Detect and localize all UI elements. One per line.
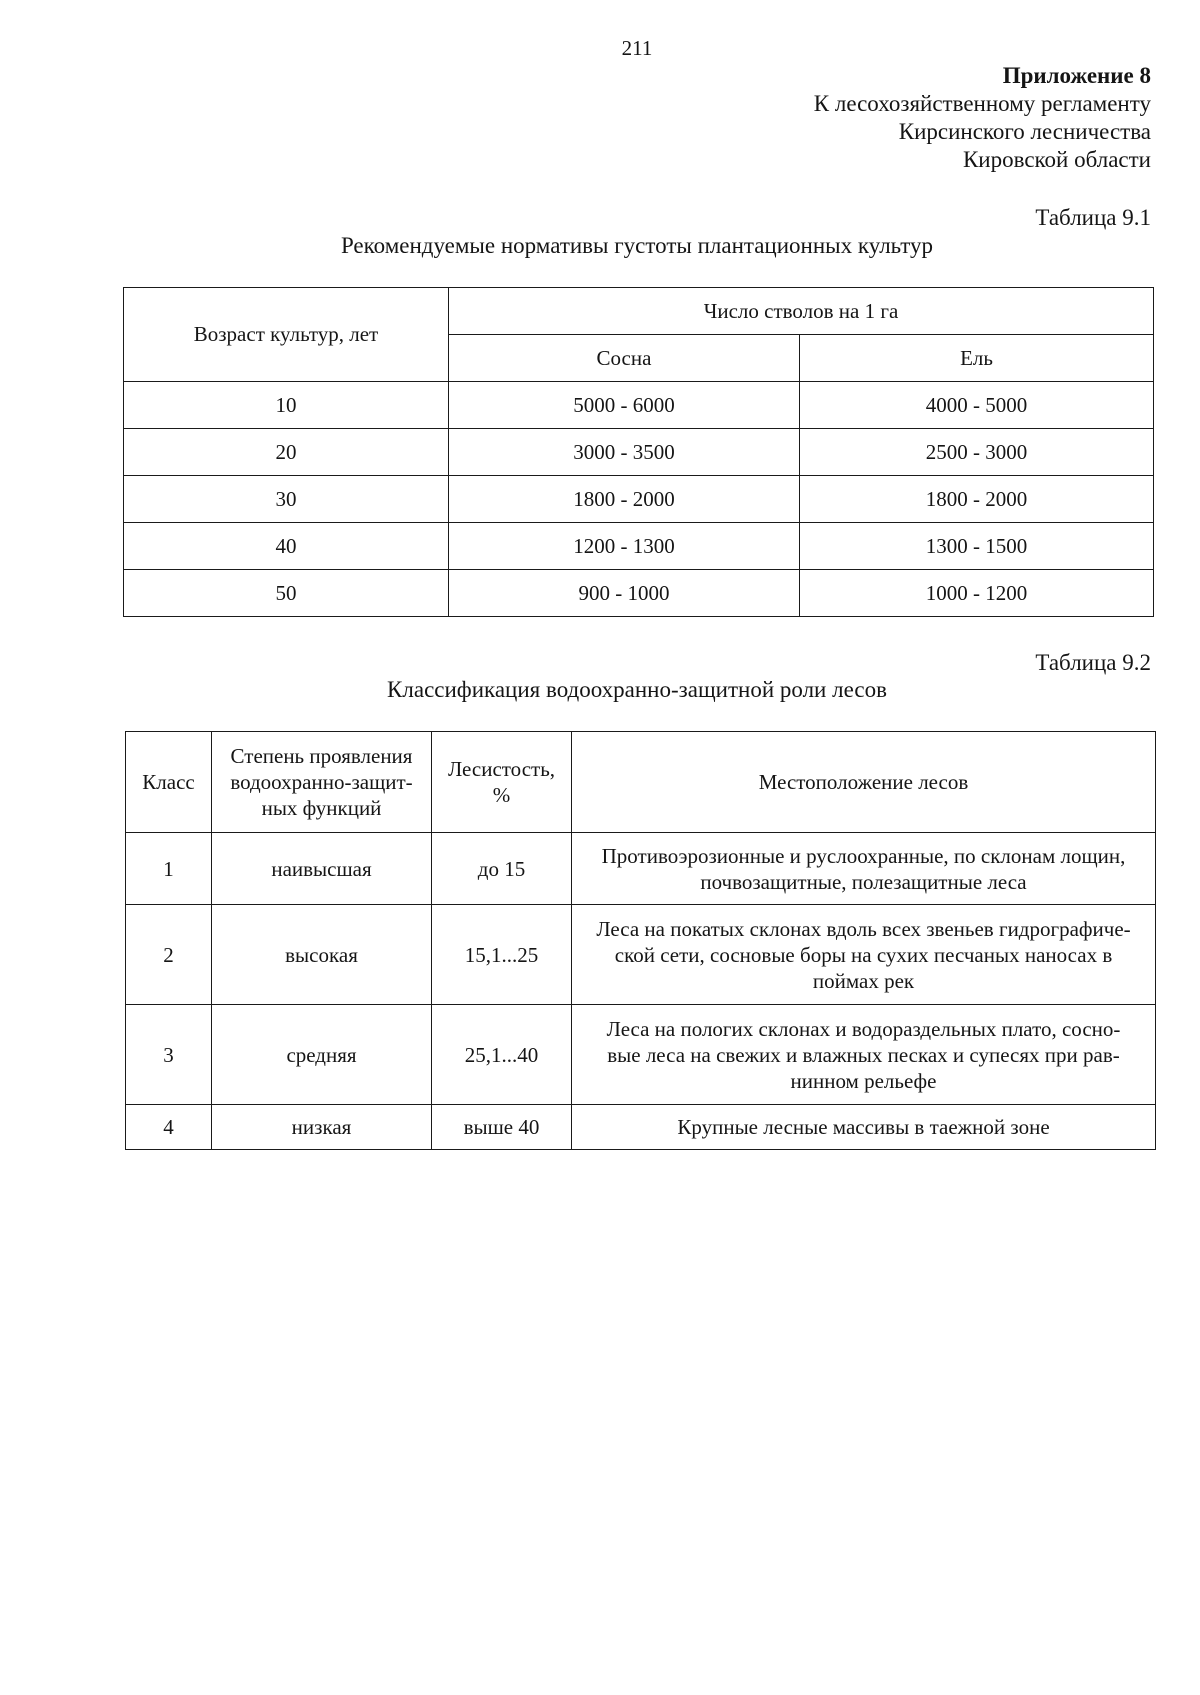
cell-location <box>572 833 1156 905</box>
cell-spruce: 1000 - 1200 <box>800 570 1154 617</box>
location-line: Противоэрозионные и руслоохранные, по склонам лощин, <box>601 843 1126 868</box>
appendix-title: Приложение 8 <box>1002 63 1151 88</box>
cell-class: 3 <box>126 1005 212 1105</box>
cell-age: 30 <box>124 476 449 523</box>
location-line: почвозащитные, полезащитные леса <box>700 869 1027 894</box>
cell-forest-cover: 15,1...25 <box>432 905 572 1005</box>
cell-age: 20 <box>124 429 449 476</box>
cell-spruce: 2500 - 3000 <box>800 429 1154 476</box>
header-degree-line: ных функций <box>261 796 382 820</box>
density-table <box>123 287 1154 617</box>
cell-location <box>572 1105 1156 1150</box>
location-line: Леса на пологих склонах и водораздельных плато, сосно- <box>606 1016 1121 1041</box>
table-row <box>124 382 1154 429</box>
header-forest-cover-line: Лесистость, <box>447 757 556 781</box>
cell-age: 50 <box>124 570 449 617</box>
header-degree <box>212 732 432 833</box>
cell-spruce: 1300 - 1500 <box>800 523 1154 570</box>
cell-location <box>572 905 1156 1005</box>
location-line: нинном рельефе <box>790 1068 937 1093</box>
cell-class: 1 <box>126 833 212 905</box>
cell-degree: средняя <box>212 1005 432 1105</box>
cell-age: 40 <box>124 523 449 570</box>
cell-pine: 5000 - 6000 <box>449 382 800 429</box>
cell-pine: 1800 - 2000 <box>449 476 800 523</box>
table1-caption: Рекомендуемые нормативы густоты плантационных культур <box>340 233 934 258</box>
header-age: Возраст культур, лет <box>124 288 449 382</box>
table-row <box>126 905 1156 1005</box>
header-class: Класс <box>126 732 212 833</box>
table-header-row <box>124 288 1154 335</box>
cell-degree: высокая <box>212 905 432 1005</box>
cell-spruce: 4000 - 5000 <box>800 382 1154 429</box>
page-number: 211 <box>621 36 653 60</box>
water-protection-table <box>125 731 1156 1150</box>
cell-degree: наивысшая <box>212 833 432 905</box>
cell-class: 2 <box>126 905 212 1005</box>
table-header-row <box>126 732 1156 833</box>
table-row <box>124 476 1154 523</box>
appendix-line: К лесохозяйственному регламенту <box>813 91 1151 116</box>
table-row <box>126 1005 1156 1105</box>
table-row <box>124 429 1154 476</box>
appendix-line: Кирсинского лесничества <box>898 119 1151 144</box>
header-degree-line: водоохранно-защит- <box>230 770 413 794</box>
cell-forest-cover: до 15 <box>432 833 572 905</box>
cell-class: 4 <box>126 1105 212 1150</box>
location-line: ской сети, сосновые боры на сухих песчаных наносах в <box>614 942 1113 967</box>
header-spruce: Ель <box>800 335 1154 382</box>
location-line: вые леса на свежих и влажных песках и супесях при рав- <box>607 1042 1120 1067</box>
appendix-line: Кировской области <box>962 147 1151 172</box>
cell-spruce: 1800 - 2000 <box>800 476 1154 523</box>
cell-pine: 1200 - 1300 <box>449 523 800 570</box>
table-row <box>124 523 1154 570</box>
header-forest-cover <box>432 732 572 833</box>
cell-pine: 3000 - 3500 <box>449 429 800 476</box>
location-line: Леса на покатых склонах вдоль всех звеньев гидрографиче- <box>596 916 1131 941</box>
table2-caption: Классификация водоохранно-защитной роли лесов <box>387 677 887 702</box>
cell-pine: 900 - 1000 <box>449 570 800 617</box>
header-trunks-per-ha: Число стволов на 1 га <box>449 288 1154 335</box>
table-row <box>124 570 1154 617</box>
table-row <box>126 833 1156 905</box>
table-row <box>126 1105 1156 1150</box>
header-location: Местоположение лесов <box>572 732 1156 833</box>
header-forest-cover-line: % <box>492 783 511 807</box>
table1-label: Таблица 9.1 <box>1035 205 1151 230</box>
header-degree-line: Степень проявления <box>230 744 413 768</box>
cell-forest-cover: 25,1...40 <box>432 1005 572 1105</box>
location-line: поймах рек <box>812 968 915 993</box>
header-pine: Сосна <box>449 335 800 382</box>
location-line: Крупные лесные массивы в таежной зоне <box>677 1115 1050 1139</box>
cell-age: 10 <box>124 382 449 429</box>
appendix-header <box>814 62 1151 174</box>
cell-location <box>572 1005 1156 1105</box>
cell-degree: низкая <box>212 1105 432 1150</box>
table2-label: Таблица 9.2 <box>1035 650 1151 675</box>
cell-forest-cover: выше 40 <box>432 1105 572 1150</box>
